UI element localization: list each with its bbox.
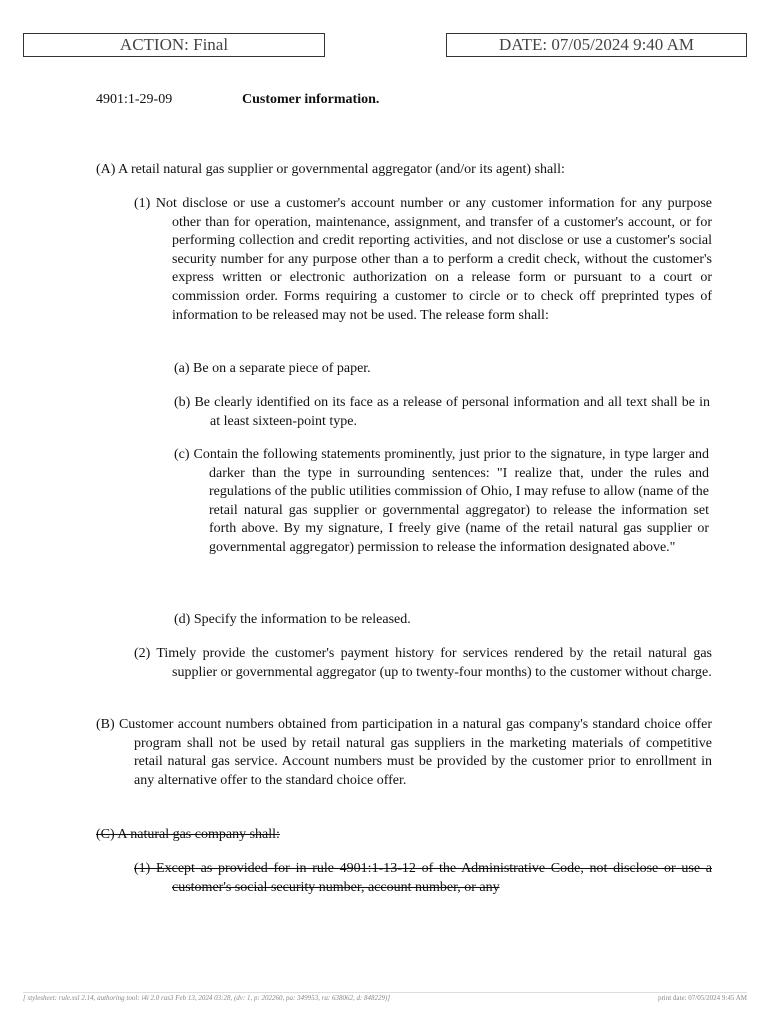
paragraph-a-1-d: (d) Specify the information to be released. <box>174 612 411 627</box>
action-status-box <box>23 33 325 57</box>
footer-print-date: print date: 07/05/2024 9:45 AM <box>657 994 747 1002</box>
rule-heading <box>96 92 379 108</box>
footer-stylesheet-info: [ stylesheet: rule.xsl 2.14, authoring tool: i4i 2.0 ras3 Feb 13, 2024 03:28, (dv: 1, p: 202260, pa: 349953, ra: 638062, d: 848229)] <box>23 994 391 1002</box>
paragraph-a-2: (2) Timely provide the customer's payment history for services rendered by the retail natural gas supplier or governmental aggregator (up to twenty-four months) to the customer without charge. <box>134 646 712 680</box>
paragraph-a-1-c: (c) Contain the following statements prominently, just prior to the signature, in type larger and darker than the type in surrounding sentences: "I realize that, under the rules and regulations of the public utilities commission of Ohio, I may refuse to allow (name of the retail natural gas supplier or governmental aggregator) to release the information set forth above. By my signature, I freely give (name of the retail natural gas supplier or governmental aggregator) permission to release the information designated above." <box>174 447 710 555</box>
rule-title: Customer information. <box>242 92 380 107</box>
rule-number: 4901:1-29-09 <box>96 92 173 107</box>
paragraph-a: (A) A retail natural gas supplier or governmental aggregator (and/or its agent) shall: <box>96 162 565 177</box>
paragraph-b: (B) Customer account numbers obtained from participation in a natural gas company's standard choice offer program shall not be used by retail natural gas suppliers in the marketing materials of competitive retail natural gas service. Account numbers must be provided by the customer prior to enrollment in any alternative offer to the standard choice offer. <box>96 717 712 788</box>
paragraph-a-1: (1) Not disclose or use a customer's account number or any customer information for any purpose other than for operation, maintenance, assignment, and transfer of a customer's account, or for performing collection and credit reporting activities, and not disclose or use a customer's social security number for any purpose other than a to perform a credit check, without the customer's express written or electronic authorization on a release form or pursuant to a court or commission order. Forms requiring a customer to circle or to check off preprinted types of information to be released may not be used. The release form shall: <box>134 196 712 323</box>
action-status-text: ACTION: Final <box>119 35 229 54</box>
date-box <box>446 33 747 57</box>
date-text: DATE: 07/05/2024 9:40 AM <box>498 35 695 54</box>
paragraph-c-1-struck: (1) Except as provided for in rule 4901:1-13-12 of the Administrative Code, not disclose or use a customer's social security number, account number, or any <box>134 861 712 895</box>
footer-divider <box>23 992 747 993</box>
paragraph-a-1-a: (a) Be on a separate piece of paper. <box>174 361 371 376</box>
paragraph-a-1-b: (b) Be clearly identified on its face as a release of personal information and all text shall be in at least sixteen-point type. <box>174 395 710 429</box>
paragraph-c-struck: (C) A natural gas company shall: <box>96 827 280 842</box>
